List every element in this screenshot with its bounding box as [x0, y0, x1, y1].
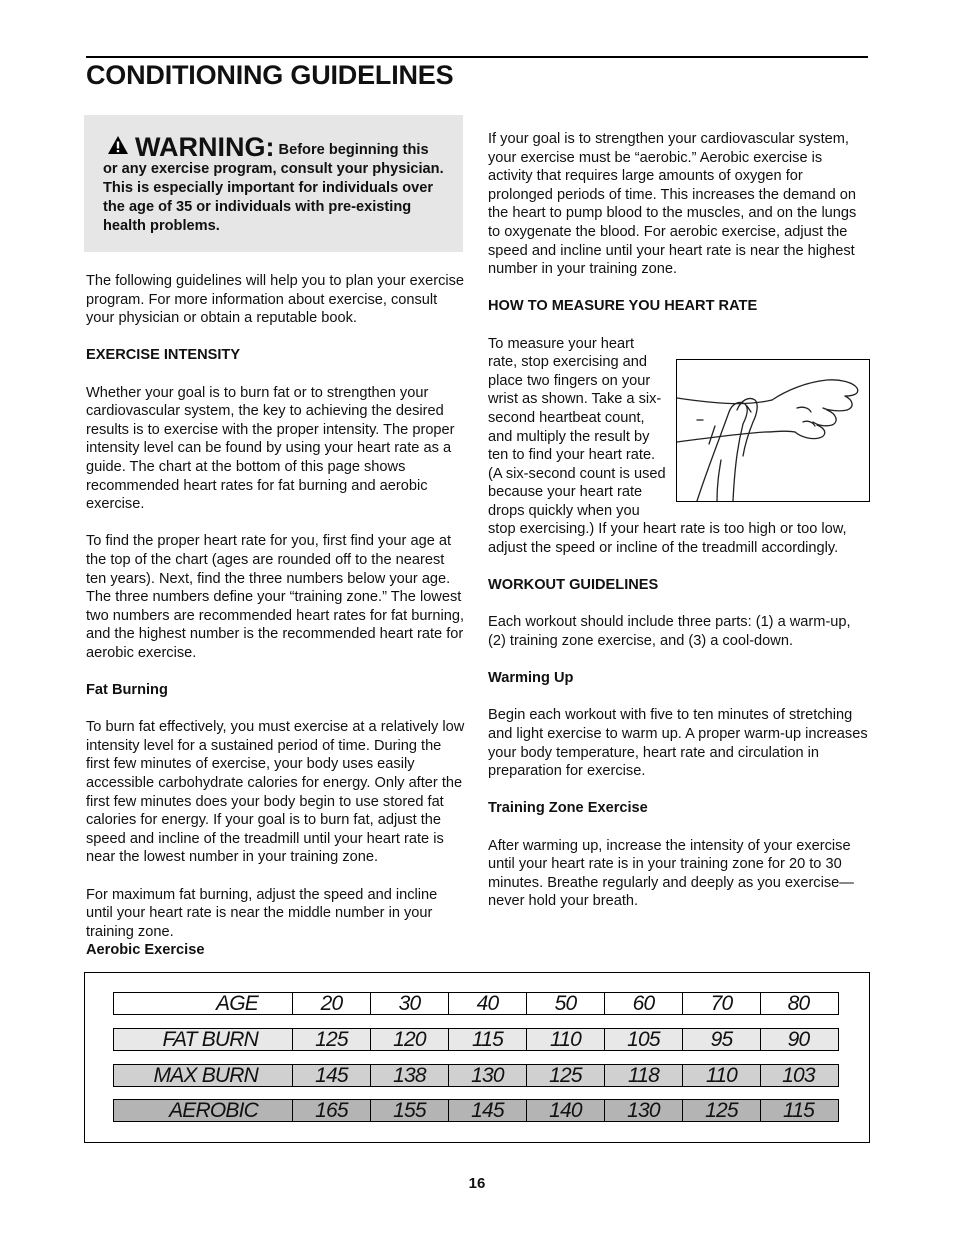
warning-text-lead: Before beginning	[278, 142, 399, 158]
page-number: 16	[468, 1175, 486, 1192]
workout-paragraph: Each workout should include three parts: (1) a warm-up, (2) training zone exercise, and (3) a cool-down.	[488, 614, 851, 650]
warning-box	[84, 115, 463, 252]
chart-cell: 60	[604, 993, 682, 1014]
chart-cell: 50	[526, 993, 604, 1014]
chart-row-label: FAT BURN	[162, 1027, 258, 1051]
intro-paragraph: The following guidelines will help you to plan your exercise program. For more information about exercise, consult your physician or obtain a reputable book.	[86, 273, 465, 327]
chart-cell: 95	[682, 1029, 760, 1050]
warning-heading: WARNING:	[135, 132, 275, 162]
chart-cell: 105	[604, 1029, 682, 1050]
chart-cell: 145	[448, 1100, 526, 1121]
chart-row-fat-burn	[113, 1028, 839, 1051]
chart-cell: 145	[292, 1065, 370, 1086]
chart-row-label: AGE	[216, 991, 258, 1015]
chart-cell: 70	[682, 993, 760, 1014]
chart-cell: 90	[760, 1029, 836, 1050]
chart-cell: 110	[526, 1029, 604, 1050]
exercise-intensity-heading: EXERCISE INTENSITY	[86, 347, 241, 364]
right-column	[488, 130, 870, 930]
chart-cell: 120	[370, 1029, 448, 1050]
measure-heart-rate-heading: HOW TO MEASURE YOU HEART RATE	[488, 298, 758, 315]
fat-burning-paragraph-1: To burn fat effectively, you must exercise at a relatively low intensity level for a sustained period of time. During the first few minutes of exercise, your body uses easily accessible carbohydrate calories for energy. Only after the first few minutes does your body begin to use stored fat calories for energy. If your goal is to burn fat, adjust the speed and incline of the treadmill until your heart rate is near the lowest number in your training zone.	[86, 719, 465, 866]
chart-cell: 30	[370, 993, 448, 1014]
chart-row-max-burn	[113, 1064, 839, 1087]
chart-cell: 140	[526, 1100, 604, 1121]
chart-cell: 165	[292, 1100, 370, 1121]
warning-text: this or any exercise program, consult your physician. This is especially important for individuals over the age of 35 or individuals with pre-existing health problems.	[103, 142, 444, 234]
chart-cell: 20	[292, 993, 370, 1014]
left-column	[86, 272, 468, 960]
aerobic-paragraph: If your goal is to strengthen your cardiovascular system, your exercise must be “aerobic.” Aerobic exercise is activity that requires large amounts of oxygen for prolonged periods of time. This increases the demand on the heart to pump blood to the muscles, and on the lungs to oxygenate the blood. For aerobic exercise, adjust the speed and incline until your heart rate is near the highest number in your training zone.	[488, 131, 857, 278]
chart-cell: 118	[604, 1065, 682, 1086]
warming-up-heading: Warming Up	[488, 670, 574, 687]
chart-cell: 110	[682, 1065, 760, 1086]
intensity-paragraph-2: To find the proper heart rate for you, first find your age at the top of the chart (ages are rounded off to the nearest ten years). Next, find the three numbers below your age. The three numbers define your “training zone.” The lowest two numbers are recommended heart rates for fat burning, and the highest number is the recommended heart rate for aerobic exercise.	[86, 533, 465, 661]
chart-cell: 130	[604, 1100, 682, 1121]
chart-row-aerobic	[113, 1099, 839, 1122]
chart-cell: 155	[370, 1100, 448, 1121]
fat-burning-heading: Fat Burning	[86, 682, 168, 699]
training-zone-paragraph: After warming up, increase the intensity of your exercise until your heart rate is in your training zone for 20 to 30 minutes. Breathe regularly and deeply as you exercise—never hold your breath.	[488, 837, 854, 910]
chart-cell: 138	[370, 1065, 448, 1086]
chart-cell: 80	[760, 993, 836, 1014]
wrist-pulse-illustration	[676, 359, 870, 502]
aerobic-exercise-heading: Aerobic Exercise	[86, 942, 205, 959]
training-zone-heading: Training Zone Exercise	[488, 800, 648, 817]
fat-burning-paragraph-2: For maximum fat burning, adjust the speed and incline until your heart rate is near the middle number in your training zone.	[86, 886, 438, 940]
chart-cell: 130	[448, 1065, 526, 1086]
measure-text: To measure your heart rate, stop exercising and place two fingers on your wrist as shown. Take a six-second heartbeat count, and multiply the result by ten to find your heart rate. (A six-second count is used because your heart rate drops quickly when you stop exercising.) If your heart rate is too high or too low, adjust the speed or incline of the treadmill accordingly.	[488, 335, 847, 557]
hand-on-wrist-icon	[677, 360, 869, 501]
page-title: CONDITIONING GUIDELINES	[86, 60, 454, 90]
chart-row-age	[113, 992, 839, 1015]
chart-cell: 125	[682, 1100, 760, 1121]
chart-cell: 125	[526, 1065, 604, 1086]
chart-row-label: AEROBIC	[169, 1098, 258, 1122]
top-rule	[86, 56, 868, 58]
chart-cell: 115	[760, 1100, 836, 1121]
intensity-paragraph-1: Whether your goal is to burn fat or to strengthen your cardiovascular system, the key to achieving the desired results is to exercise with the proper intensity. The proper intensity level can be found by using your heart rate as a guide. The chart at the bottom of this page shows recommended heart rates for fat burning and aerobic exercise.	[86, 384, 455, 513]
warning-triangle-icon	[107, 135, 129, 155]
heart-rate-chart	[84, 972, 870, 1143]
chart-row-label: MAX BURN	[153, 1063, 258, 1087]
chart-cell: 125	[292, 1029, 370, 1050]
warming-up-paragraph: Begin each workout with five to ten minutes of stretching and light exercise to warm up. A proper warm-up increases your body temperature, heart rate and circulation in preparation for exercise.	[488, 707, 868, 780]
chart-cell: 115	[448, 1029, 526, 1050]
workout-guidelines-heading: WORKOUT GUIDELINES	[488, 577, 659, 594]
chart-cell: 103	[760, 1065, 836, 1086]
chart-cell: 40	[448, 993, 526, 1014]
